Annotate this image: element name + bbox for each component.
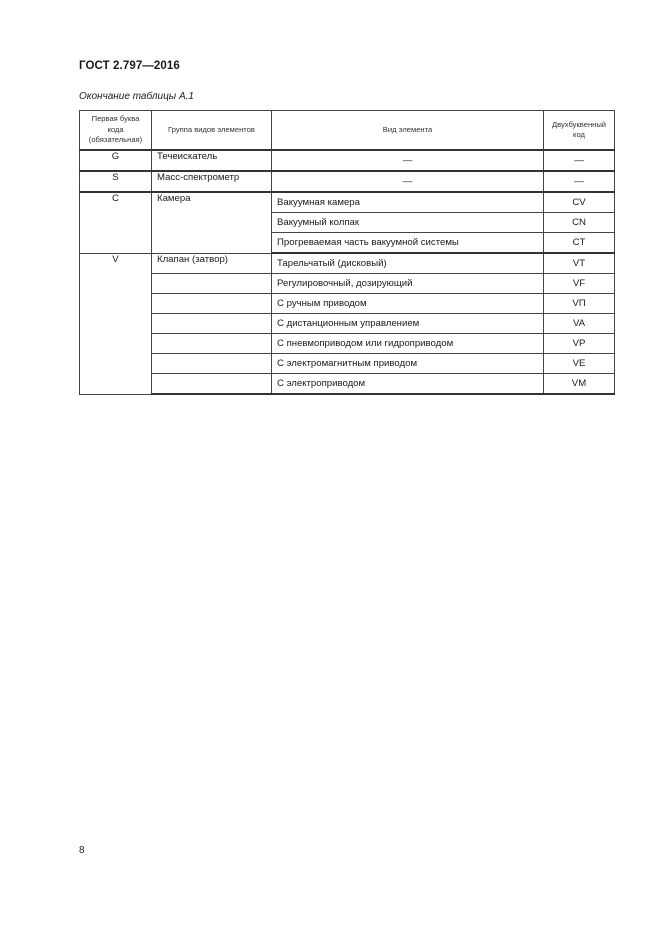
group-cell — [152, 334, 272, 354]
table-row — [80, 253, 615, 274]
first-letter-cell: C — [80, 192, 152, 253]
table-row — [80, 314, 615, 334]
code-cell: VP — [544, 334, 615, 354]
header-element-group: Группа видов элементов — [152, 111, 272, 151]
header-first-letter: Первая буква кода (обязательная) — [80, 111, 152, 151]
table-row — [80, 192, 615, 213]
document-code-header: ГОСТ 2.797—2016 — [79, 60, 180, 72]
kind-cell: Тарельчатый (дисковый) — [272, 253, 544, 274]
group-cell — [152, 314, 272, 334]
code-cell: VM — [544, 374, 615, 395]
table-header-row — [80, 111, 615, 151]
kind-cell: Вакуумная камера — [272, 192, 544, 213]
table-row — [80, 150, 615, 171]
group-cell: Течеискатель — [152, 150, 272, 171]
page-number: 8 — [79, 845, 85, 856]
first-letter-cell: S — [80, 171, 152, 192]
group-cell: Клапан (затвор) — [152, 253, 272, 274]
code-table — [79, 110, 615, 395]
group-cell — [152, 354, 272, 374]
kind-cell: Вакуумный колпак — [272, 213, 544, 233]
code-cell: VT — [544, 253, 615, 274]
group-cell: Масс-спектрометр — [152, 171, 272, 192]
code-cell: VA — [544, 314, 615, 334]
kind-cell: Прогреваемая часть вакуумной системы — [272, 233, 544, 254]
kind-cell: С электромагнитным приводом — [272, 354, 544, 374]
code-cell: CT — [544, 233, 615, 254]
kind-cell: С дистанционным управлением — [272, 314, 544, 334]
code-cell: — — [544, 150, 615, 171]
kind-cell: С ручным приводом — [272, 294, 544, 314]
table-row — [80, 294, 615, 314]
code-cell: CN — [544, 213, 615, 233]
header-two-letter-code: Двухбуквенный код — [544, 111, 615, 151]
table-row — [80, 274, 615, 294]
kind-cell: — — [272, 150, 544, 171]
code-cell: VE — [544, 354, 615, 374]
group-cell: Камера — [152, 192, 272, 253]
table-caption: Окончание таблицы А.1 — [79, 91, 194, 102]
kind-cell: С электроприводом — [272, 374, 544, 395]
code-cell: CV — [544, 192, 615, 213]
group-cell — [152, 274, 272, 294]
kind-cell: С пневмоприводом или гидроприводом — [272, 334, 544, 354]
table-row — [80, 374, 615, 395]
code-cell: VF — [544, 274, 615, 294]
kind-cell: — — [272, 171, 544, 192]
first-letter-cell: G — [80, 150, 152, 171]
kind-cell: Регулировочный, дозирующий — [272, 274, 544, 294]
group-cell — [152, 294, 272, 314]
table-row — [80, 334, 615, 354]
table-row — [80, 354, 615, 374]
header-element-kind: Вид элемента — [272, 111, 544, 151]
code-cell: VП — [544, 294, 615, 314]
group-cell — [152, 374, 272, 395]
code-cell: — — [544, 171, 615, 192]
table-row — [80, 171, 615, 192]
first-letter-cell: V — [80, 253, 152, 394]
